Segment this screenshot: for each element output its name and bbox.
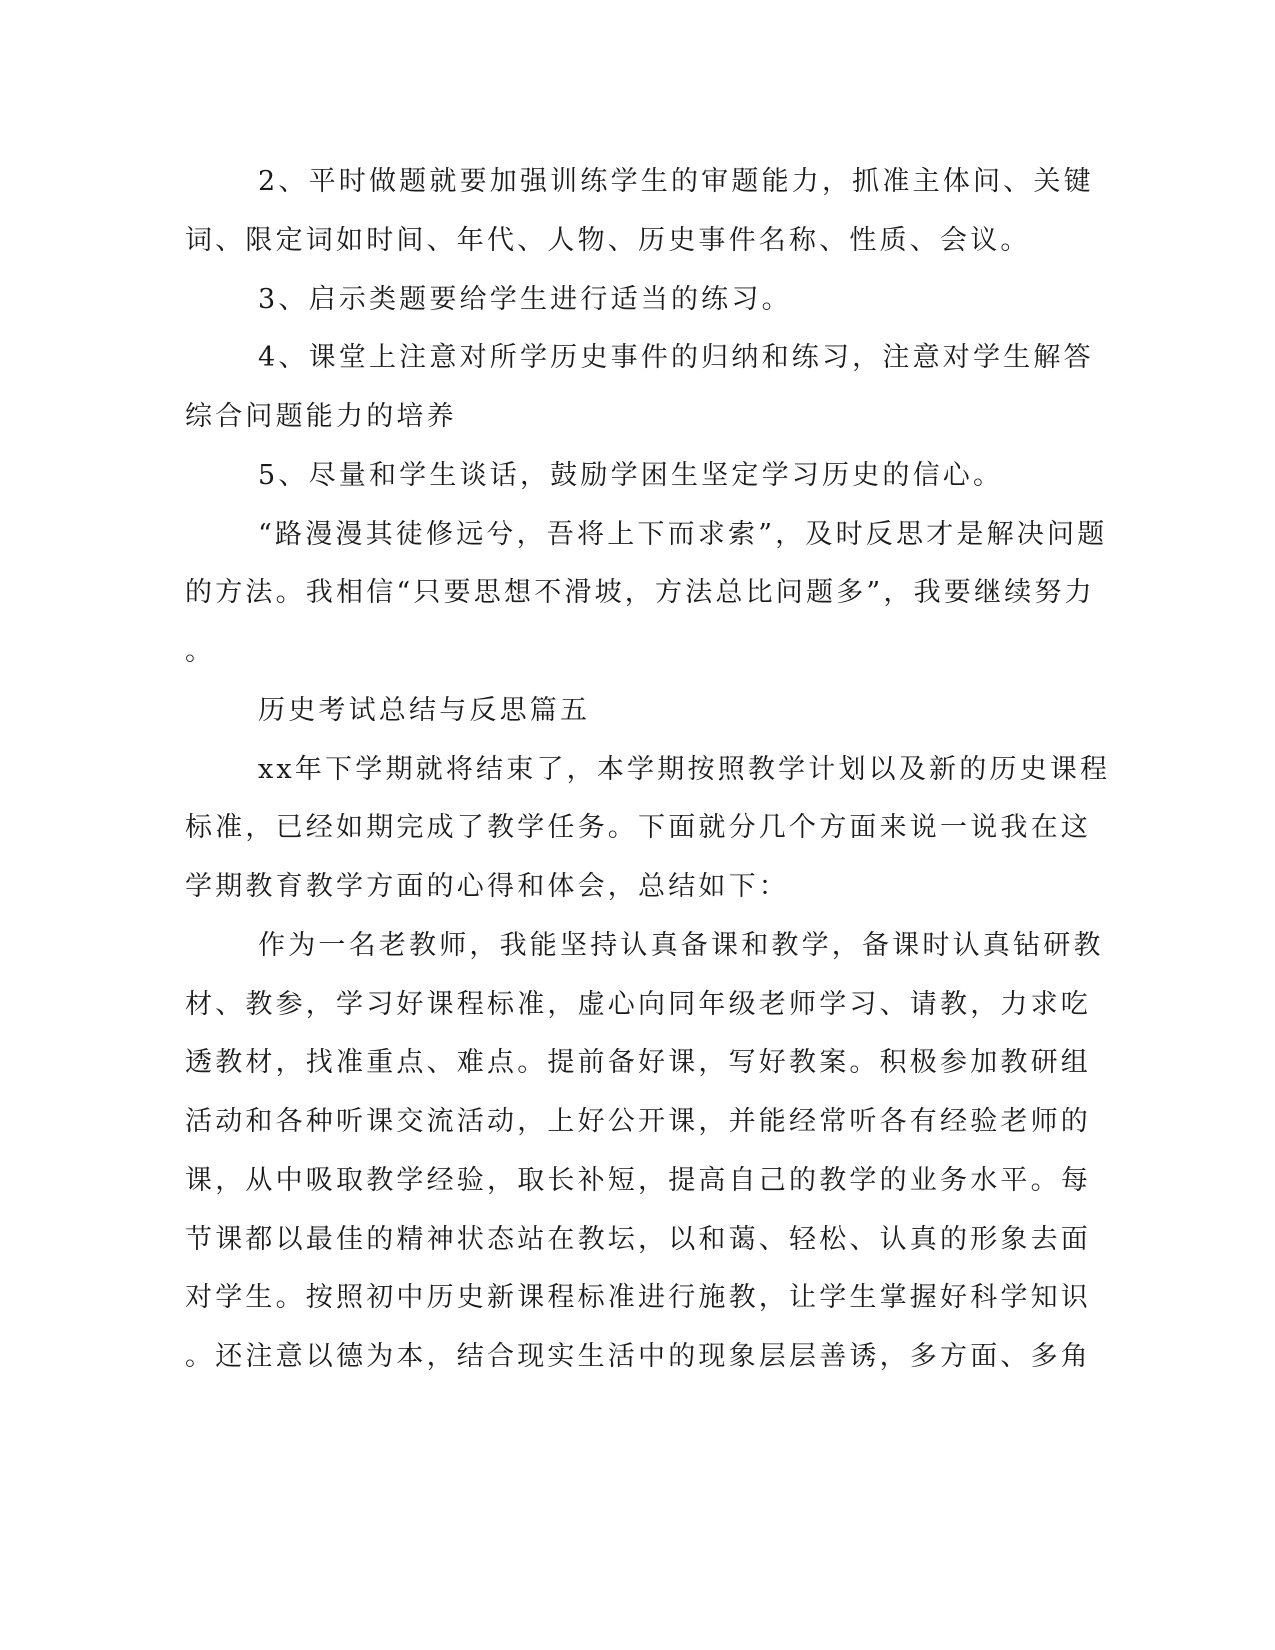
- text-line: 4、课堂上注意对所学历史事件的归纳和练习，注意对学生解答: [258, 342, 1094, 373]
- text-line: xx年下学期就将结束了，本学期按照教学计划以及新的历史课程: [258, 754, 1111, 785]
- text-line: 课，从中吸取教学经验，取长补短，提高自己的教学的业务水平。每: [185, 1165, 1091, 1196]
- text-line: 对学生。按照初中历史新课程标准进行施教，让学生掌握好科学知识: [185, 1282, 1091, 1313]
- text-line: 5、尽量和学生谈话，鼓励学困生坚定学习历史的信心。: [258, 460, 1004, 491]
- text-line: 活动和各种听课交流活动，上好公开课，并能经常听各有经验老师的: [185, 1106, 1091, 1137]
- text-line: 。: [185, 636, 216, 667]
- text-line: 材、教参，学习好课程标准，虚心向同年级老师学习、请教，力求吃: [185, 989, 1091, 1020]
- text-line: “路漫漫其徒修远兮，吾将上下而求索”，及时反思才是解决问题: [258, 519, 1108, 550]
- text-line: 2、平时做题就要加强训练学生的审题能力，抓准主体问、关键: [258, 166, 1094, 197]
- text-line: 的方法。我相信“只要思想不滑坡，方法总比问题多”，我要继续努力: [185, 577, 1095, 608]
- text-line: 作为一名老教师，我能坚持认真备课和教学，备课时认真钻研教: [258, 930, 1104, 961]
- section-heading: 历史考试总结与反思篇五: [258, 695, 591, 726]
- text-line: 节课都以最佳的精神状态站在教坛，以和蔼、轻松、认真的形象去面: [185, 1224, 1091, 1255]
- text-line: 。还注意以德为本，结合现实生活中的现象层层善诱，多方面、多角: [185, 1341, 1091, 1372]
- text-line: 标准，已经如期完成了教学任务。下面就分几个方面来说一说我在这: [185, 812, 1091, 843]
- text-line: 3、启示类题要给学生进行适当的练习。: [258, 284, 792, 315]
- text-line: 学期教育教学方面的心得和体会，总结如下：: [185, 871, 789, 902]
- text-line: 透教材，找准重点、难点。提前备好课，写好教案。积极参加教研组: [185, 1047, 1091, 1078]
- text-line: 词、限定词如时间、年代、人物、历史事件名称、性质、会议。: [185, 225, 1031, 256]
- text-line: 综合问题能力的培养: [185, 401, 457, 432]
